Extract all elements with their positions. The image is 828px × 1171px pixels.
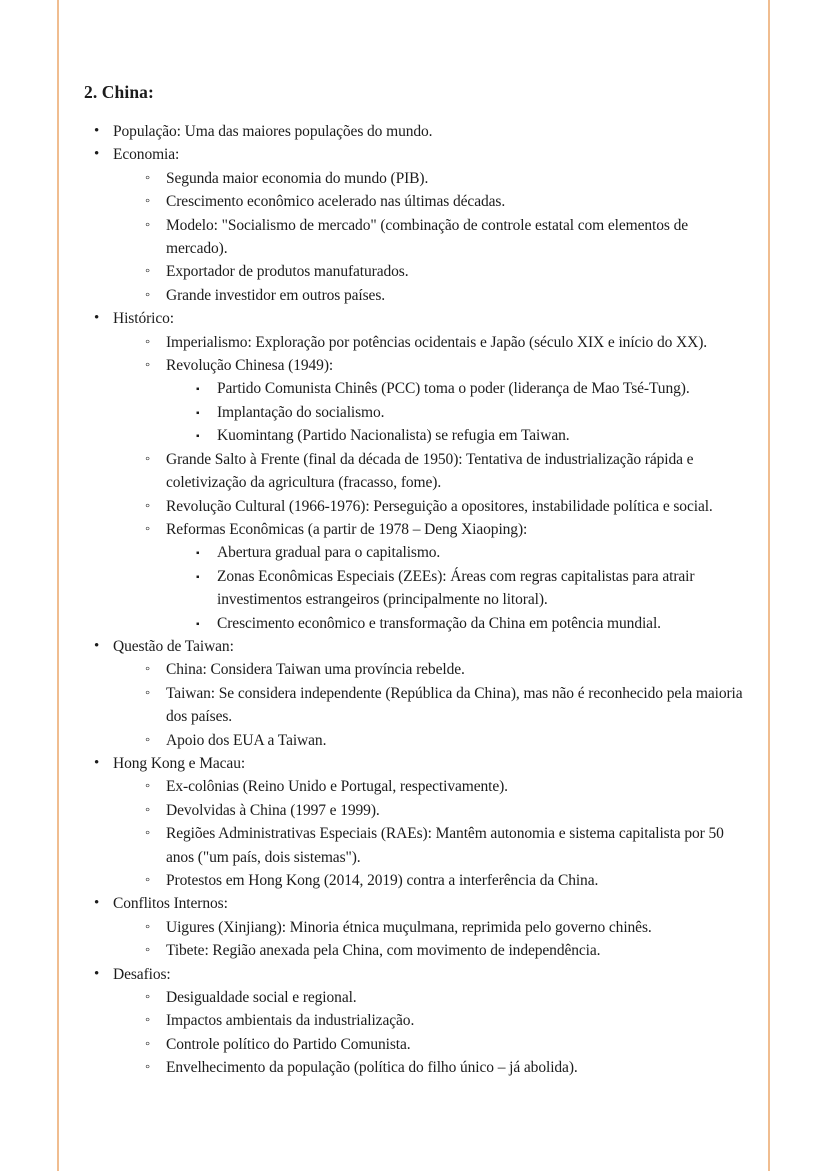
list-item — [84, 377, 752, 400]
bullet-square-icon: ▪ — [196, 618, 200, 630]
bullet-circle-icon: ◦ — [145, 918, 151, 935]
bullet-circle-icon: ◦ — [145, 263, 151, 280]
list-item-text: Crescimento econômico acelerado nas últimas décadas. — [166, 193, 506, 211]
bullet-circle-icon: ◦ — [145, 778, 151, 795]
bullet-circle-icon: ◦ — [145, 872, 151, 888]
bullet-circle-icon: ◦ — [145, 497, 151, 514]
list-item — [84, 729, 752, 752]
list-item — [84, 284, 752, 307]
list-item — [84, 612, 752, 635]
bullet-disc-icon: • — [94, 146, 100, 163]
list-item-text: Exportador de produtos manufaturados. — [166, 263, 409, 281]
list-item — [84, 190, 752, 213]
bullet-circle-icon: ◦ — [145, 1012, 151, 1029]
list-item — [84, 424, 752, 447]
list-item — [84, 401, 752, 424]
list-item — [84, 260, 752, 283]
list-item-text: Zonas Econômicas Especiais (ZEEs): Áreas com regras capitalistas para atrair investimentos estrangeiros (principalmente no litoral). — [217, 567, 695, 609]
bullet-circle-icon: ◦ — [145, 193, 151, 210]
list-item-text: Grande investidor em outros países. — [166, 286, 386, 304]
list-item-text: Devolvidas à China (1997 e 1999). — [166, 801, 380, 819]
list-item — [84, 565, 752, 612]
list-item-text: Ex-colônias (Reino Unido e Portugal, respectivamente). — [166, 778, 508, 796]
list-item — [84, 331, 752, 354]
list-item-text: Conflitos Internos: — [113, 895, 228, 913]
bullet-circle-icon: ◦ — [145, 801, 151, 818]
list-item — [84, 963, 752, 986]
bullet-circle-icon: ◦ — [145, 520, 151, 537]
list-item-text: Economia: — [113, 146, 180, 164]
list-item — [84, 822, 752, 869]
bullet-square-icon: ▪ — [196, 431, 200, 443]
list-item-text: Partido Comunista Chinês (PCC) toma o poder (liderança de Mao Tsé-Tung). — [217, 380, 690, 398]
bullet-circle-icon: ◦ — [145, 825, 151, 842]
section-heading: 2. China: — [84, 82, 154, 102]
list-item-text: Revolução Chinesa (1949): — [166, 357, 334, 375]
bullet-disc-icon: • — [94, 895, 100, 912]
list-item — [84, 682, 752, 729]
list-item-text: Tibete: Região anexada pela China, com movimento de independência. — [166, 942, 601, 960]
bullet-circle-icon: ◦ — [145, 216, 151, 233]
bullet-circle-icon: ◦ — [145, 731, 151, 748]
list-item — [84, 916, 752, 939]
list-item — [84, 143, 752, 166]
list-item-text: Desigualdade social e regional. — [166, 989, 357, 1007]
list-item — [84, 1009, 752, 1032]
list-item — [84, 658, 752, 681]
outline-list — [84, 120, 752, 1080]
bullet-circle-icon: ◦ — [145, 661, 151, 678]
bullet-circle-icon: ◦ — [145, 1059, 151, 1076]
right-margin-rule — [768, 0, 770, 1171]
list-item — [84, 635, 752, 658]
list-item-text: Hong Kong e Macau: — [113, 754, 246, 772]
list-item — [84, 986, 752, 1009]
list-item — [84, 939, 752, 962]
bullet-circle-icon: ◦ — [145, 333, 151, 350]
list-item-text: Imperialismo: Exploração por potências ocidentais e Japão (século XIX e início do XX). — [166, 333, 708, 351]
bullet-circle-icon: ◦ — [145, 450, 151, 467]
list-item — [84, 518, 752, 541]
list-item — [84, 1033, 752, 1056]
list-item-text: Grande Salto à Frente (final da década de 1950): Tentativa de industrialização rápida e coletivização da agricultura (fracasso, fome). — [166, 450, 694, 492]
list-item-text: Revolução Cultural (1966-1976): Perseguição a opositores, instabilidade política e social. — [166, 497, 713, 515]
bullet-circle-icon: ◦ — [145, 169, 151, 186]
list-item — [84, 541, 752, 564]
bullet-circle-icon: ◦ — [145, 989, 151, 1006]
list-item — [84, 120, 752, 143]
list-item-text: Envelhecimento da população (política do filho único – já abolida). — [166, 1059, 578, 1077]
list-item — [84, 869, 752, 892]
list-item-text: Apoio dos EUA a Taiwan. — [166, 731, 327, 749]
list-item-text: Questão de Taiwan: — [113, 637, 234, 655]
bullet-circle-icon: ◦ — [145, 286, 151, 303]
list-item — [84, 1056, 752, 1079]
list-item — [84, 495, 752, 518]
list-item — [84, 892, 752, 915]
bullet-disc-icon: • — [94, 123, 100, 139]
list-item — [84, 214, 752, 261]
document-content — [84, 82, 752, 1080]
bullet-square-icon: ▪ — [196, 384, 200, 396]
bullet-disc-icon: • — [94, 310, 100, 327]
bullet-disc-icon: • — [94, 637, 100, 654]
list-item-text: Abertura gradual para o capitalismo. — [217, 544, 441, 562]
list-item-text: Controle político do Partido Comunista. — [166, 1035, 411, 1053]
list-item-text: China: Considera Taiwan uma província rebelde. — [166, 661, 465, 679]
list-item-text: Implantação do socialismo. — [217, 403, 385, 421]
list-item-text: Taiwan: Se considera independente (República da China), mas não é reconhecido pela maioria dos países. — [166, 684, 743, 726]
list-item — [84, 167, 752, 190]
bullet-circle-icon: ◦ — [145, 1035, 151, 1052]
list-item — [84, 354, 752, 377]
list-item — [84, 799, 752, 822]
list-item-text: Reformas Econômicas (a partir de 1978 – Deng Xiaoping): — [166, 520, 528, 538]
list-item-text: Segunda maior economia do mundo (PIB). — [166, 169, 429, 187]
bullet-square-icon: ▪ — [196, 407, 200, 419]
bullet-disc-icon: • — [94, 754, 100, 771]
list-item — [84, 448, 752, 495]
list-item-text: Kuomintang (Partido Nacionalista) se refugia em Taiwan. — [217, 427, 570, 445]
list-item — [84, 307, 752, 330]
list-item-text: Regiões Administrativas Especiais (RAEs): Mantêm autonomia e sistema capitalista por 50 anos ("um país, dois sistemas"). — [166, 825, 724, 866]
bullet-circle-icon: ◦ — [145, 684, 151, 701]
list-item-text: Modelo: "Socialismo de mercado" (combinação de controle estatal com elementos de mercado). — [166, 216, 689, 258]
bullet-square-icon: ▪ — [196, 571, 200, 583]
bullet-disc-icon: • — [94, 965, 100, 982]
list-item-text: Uigures (Xinjiang): Minoria étnica muçulmana, reprimida pelo governo chinês. — [166, 918, 652, 936]
list-item-text: Crescimento econômico e transformação da China em potência mundial. — [217, 614, 661, 632]
list-item — [84, 752, 752, 775]
list-item-text: População: Uma das maiores populações do mundo. — [113, 123, 433, 140]
list-item-text: Protestos em Hong Kong (2014, 2019) contra a interferência da China. — [166, 872, 599, 889]
bullet-circle-icon: ◦ — [145, 357, 151, 374]
list-item-text: Impactos ambientais da industrialização. — [166, 1012, 415, 1030]
list-item-text: Histórico: — [113, 310, 174, 328]
list-item — [84, 775, 752, 798]
bullet-square-icon: ▪ — [196, 548, 200, 560]
bullet-circle-icon: ◦ — [145, 942, 151, 959]
left-margin-rule — [57, 0, 59, 1171]
list-item-text: Desafios: — [113, 965, 171, 983]
